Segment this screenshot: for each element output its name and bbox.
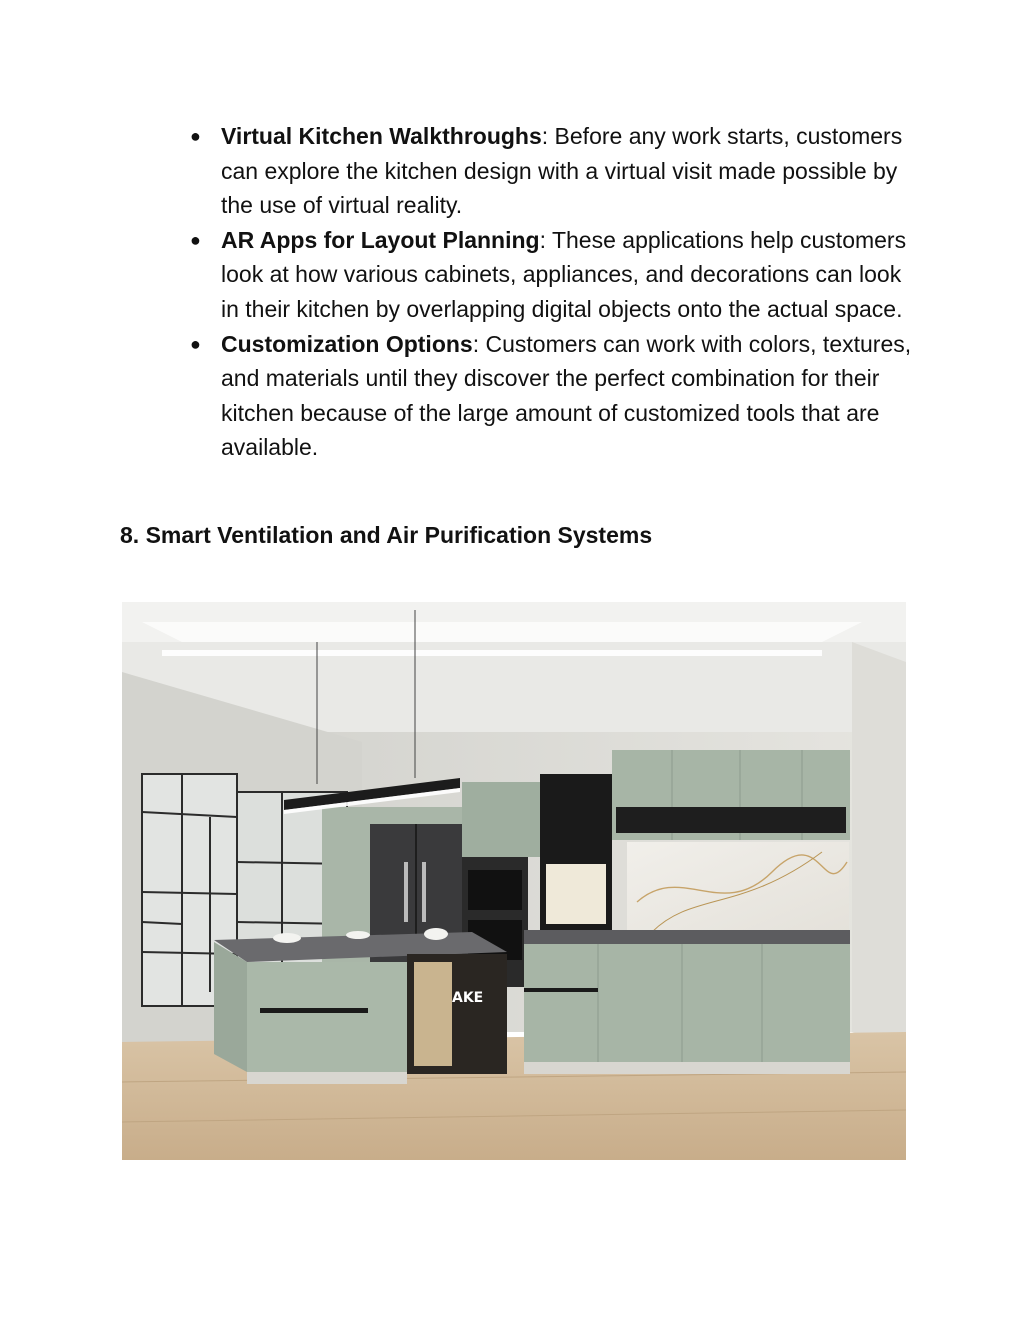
bullet-dot-icon: ● <box>190 333 201 354</box>
bullet-term: Customization Options <box>221 330 473 357</box>
decor-sign: AKE <box>452 990 484 1006</box>
bullet-text: : Customers can work with colors, textures, and materials until they discover the perfect combination for their kitchen because of the large amount of customized tools that are available. <box>221 330 912 461</box>
counter-right <box>524 930 850 944</box>
bullet-term: AR Apps for Layout Planning <box>221 226 540 253</box>
kitchen-photo <box>122 602 906 1160</box>
bullet-item <box>190 119 920 223</box>
section-heading: 8. Smart Ventilation and Air Purification Systems <box>120 522 653 548</box>
bullet-term: Virtual Kitchen Walkthroughs <box>221 123 542 149</box>
bullet-item <box>190 223 920 327</box>
marble-backsplash <box>627 842 849 934</box>
bullet-dot-icon: ● <box>190 229 201 250</box>
bullet-dot-icon: ● <box>190 126 201 146</box>
bullet-text: : These applications help customers look at how various cabinets, appliances, and decorations can look in their kitchen by overlapping digital objects onto the actual space. <box>221 226 907 322</box>
bullet-item <box>190 327 920 465</box>
bullet-text: : Before any work starts, customers can explore the kitchen design with a virtual visit made possible by the use of virtual reality. <box>221 123 903 219</box>
island-front <box>247 962 407 1072</box>
feature-bullet-list <box>190 119 920 465</box>
